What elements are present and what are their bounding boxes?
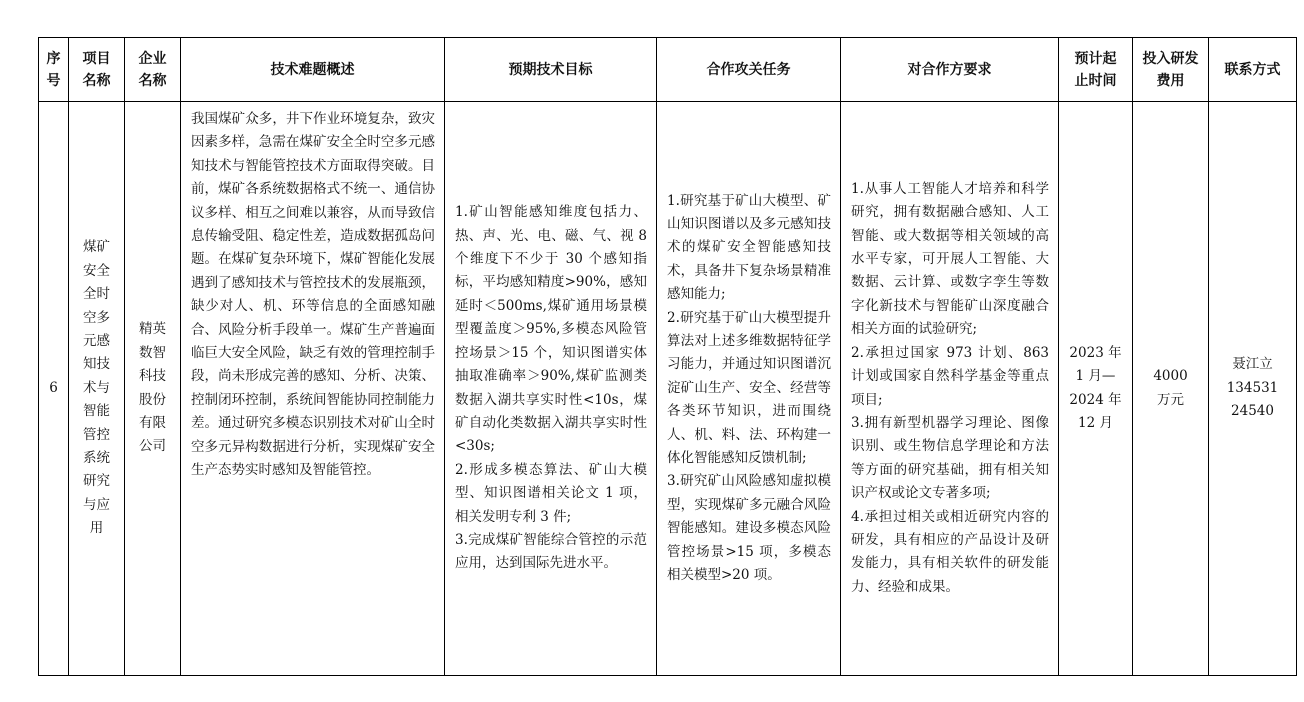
table-row: [39, 102, 1297, 676]
header-partner-requirements: 对合作方要求: [841, 38, 1059, 102]
header-index: 序号: [39, 38, 69, 102]
row-cooperation-tasks: 1.研究基于矿山大模型、矿山知识图谱以及多元感知技术的煤矿安全智能感知技术，具备井下复杂场景精准感知能力; 2.研究基于矿山大模型提升算法对上述多维数据特征学习能力，并通过知识图谱沉淀矿山生产、安全、经营等各类环节知识，进而围绕人、机、料、法、环构建一体化智能感知反馈机制; 3.研究矿山风险感知虚拟模型，实现煤矿多元融合风险智能感知。建设多模态风险管控场景>15 项，多模态相关模型>20 项。: [657, 102, 841, 676]
table-header-row: [39, 38, 1297, 102]
header-contact: 联系方式: [1209, 38, 1297, 102]
header-project-name: 项目名称: [69, 38, 125, 102]
row-partner-requirements: 1.从事人工智能人才培养和科学研究，拥有数据融合感知、人工智能、或大数据等相关领域的高水平专家，可开展人工智能、大数据、云计算、或数字孪生等数字化新技术与智能矿山深度融合相关方面的试验研究; 2.承担过国家 973 计划、863 计划或国家自然科学基金等重点项目; 3.拥有新型机器学习理论、图像识别、或生物信息学理论和方法等方面的研究基础，拥有相关知识产权或论文专著多项; 4.承担过相关或相近研究内容的研发，具有相应的产品设计及研发能力，具有相关软件的研发能力、经验和成果。: [841, 102, 1059, 676]
header-company-name: 企业名称: [125, 38, 181, 102]
header-expected-goals: 预期技术目标: [445, 38, 657, 102]
row-expected-goals: 1.矿山智能感知维度包括力、热、声、光、电、磁、气、视 8 个维度下不少于 30 个感知指标，平均感知精度>90%，感知延时＜500ms,煤矿通用场景模型覆盖度＞95%,多模态风险管控场景＞15 个，知识图谱实体抽取准确率＞90%,煤矿监测类数据入湖共享实时性<10s，煤矿自动化类数据入湖共享实时性<30s; 2.形成多模态算法、矿山大模型、知识图谱相关论文 1 项，相关发明专利 3 件; 3.完成煤矿智能综合管控的示范应用，达到国际先进水平。: [445, 102, 657, 676]
row-project-name: 煤矿安全全时空多元感知技术与智能管控系统研究与应用: [69, 102, 125, 676]
row-company-name: 精英数智科技股份有限公司: [125, 102, 181, 676]
header-schedule: 预计起止时间: [1059, 38, 1133, 102]
row-index: 6: [39, 102, 69, 676]
row-contact: 聂江立 134531 24540: [1209, 102, 1297, 676]
requirements-table: [38, 37, 1297, 676]
row-problem-overview: 我国煤矿众多，井下作业环境复杂，致灾因素多样，急需在煤矿安全全时空多元感知技术与智能管控技术方面取得突破。目前，煤矿各系统数据格式不统一、通信协议多样、相互之间难以兼容，从而导致信息传输受阻、稳定性差，造成数据孤岛问题。在煤矿复杂环境下，煤矿智能化发展遇到了感知技术与管控技术的发展瓶颈，缺少对人、机、环等信息的全面感知融合、风险分析手段单一。煤矿生产普遍面临巨大安全风险，缺乏有效的管理控制手段，尚未形成完善的感知、分析、决策、控制闭环控制，系统间智能协同控制能力差。通过研究多模态识别技术对矿山全时空多元异构数据进行分析，实现煤矿安全生产态势实时感知及智能管控。: [181, 102, 445, 676]
header-funding: 投入研发费用: [1133, 38, 1209, 102]
row-schedule: 2023 年 1 月— 2024 年 12 月: [1059, 102, 1133, 676]
header-cooperation-tasks: 合作攻关任务: [657, 38, 841, 102]
requirements-table-container: [38, 37, 1296, 676]
row-funding: 4000 万元: [1133, 102, 1209, 676]
header-problem-overview: 技术难题概述: [181, 38, 445, 102]
